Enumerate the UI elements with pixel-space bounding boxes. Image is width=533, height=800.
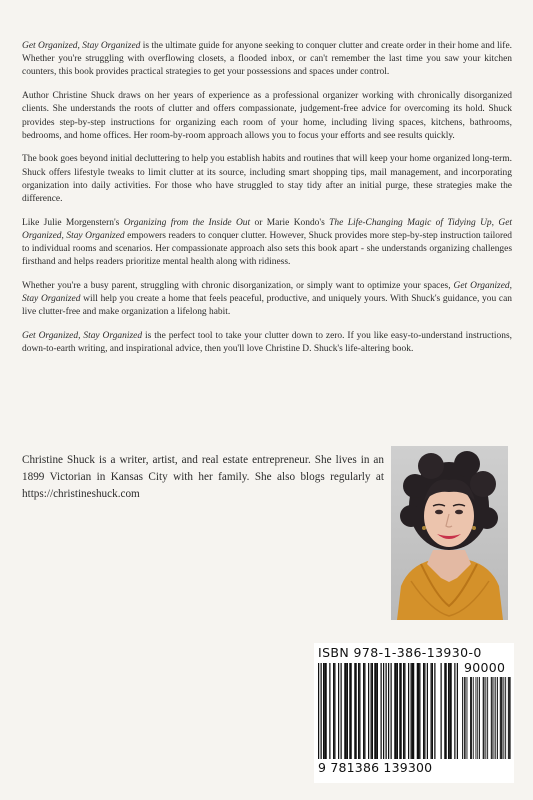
barcode-bar — [413, 663, 414, 759]
blurb-paragraph-3: The book goes beyond initial decluttering to help you establish habits and routines that will keep your home organized long-term. Shuck offers lifestyle tweaks to limit clutter at its source, including smart shopping tips, mail management, and incorporating organization into daily activities. For those who have struggled to stay tidy after an initial purge, these strategies make the difference. — [22, 154, 512, 205]
author-portrait-image — [391, 446, 508, 620]
barcode-bar — [374, 663, 375, 759]
barcode-bar — [485, 677, 486, 759]
barcode-bar — [318, 663, 319, 759]
book-title-italic: Get Organized, Stay Organized — [22, 41, 141, 51]
barcode-bar — [411, 663, 412, 759]
barcode-bar — [483, 677, 484, 759]
barcode-bar — [467, 677, 468, 759]
barcode-bar — [491, 677, 492, 759]
barcode-bar — [347, 663, 348, 759]
blurb-paragraph-6 — [22, 330, 512, 356]
blurb-paragraph-5 — [22, 280, 512, 320]
barcode-bar — [431, 663, 432, 759]
barcode-bar — [434, 663, 435, 759]
barcode-bar — [449, 663, 450, 759]
barcode-bar — [344, 663, 345, 759]
blurb-text: or Marie Kondo's — [250, 217, 330, 228]
barcode-bar — [492, 677, 493, 759]
barcode-bar — [397, 663, 398, 759]
book-title-italic: The Life-Changing Magic of Tidying Up — [329, 217, 492, 228]
blurb-paragraph-2: Author Christine Shuck draws on her years of experience as a professional organizer working with chronically disorganized clients. She understands the roots of clutter and offers compassionate, judgement-free advice for overcoming its hold. Shuck provides step-by-step instructions for organizing each room of your home, including living spaces, kitchens, bathrooms, bedrooms, and home offices. Her room-by-room approach allows you to focus your efforts and see results quickly. — [22, 91, 512, 141]
barcode-bar — [383, 663, 384, 759]
barcode-bar — [333, 663, 334, 759]
barcode-bar — [427, 663, 428, 759]
barcode-bar — [326, 663, 327, 759]
barcode-bar — [372, 663, 373, 759]
barcode-bar — [324, 663, 325, 759]
book-title-italic: Get Organized, Stay Organized — [22, 281, 512, 305]
barcode-bar — [391, 663, 392, 759]
barcode-bar — [321, 663, 322, 759]
barcode-bar — [388, 663, 389, 759]
barcode-bar — [356, 663, 357, 759]
barcode-bar — [448, 663, 449, 759]
barcode-bar — [377, 663, 378, 759]
barcode-bar — [346, 663, 347, 759]
barcode-bar — [464, 677, 465, 759]
barcode-bar — [323, 663, 324, 759]
barcode-bar — [351, 663, 352, 759]
price-code-label: 90000 — [464, 660, 506, 675]
barcode-bar — [404, 663, 405, 759]
barcode-bar — [368, 663, 369, 759]
barcode-bar — [423, 663, 424, 759]
barcode-bar — [418, 663, 419, 759]
author-bio: Christine Shuck is a writer, artist, and real estate entrepreneur. She lives in an 1899 Victorian in Kansas City with her family. She also blogs regularly at https://christineshuck.com — [22, 454, 384, 501]
barcode-bar — [401, 663, 402, 759]
barcode-bar — [394, 663, 395, 759]
author-photo — [391, 446, 508, 620]
barcode-bar — [363, 663, 364, 759]
barcode-bar — [502, 677, 503, 759]
barcode-bar — [408, 663, 409, 759]
barcode-bar — [462, 677, 463, 759]
barcode-bar — [505, 677, 506, 759]
barcode-bar — [500, 677, 501, 759]
blurb-text: is the perfect tool to take your clutter down to zero. If you like easy-to-understand instructions, down-to-earth writing, and inspirational advice, then you'll love Christine D. Shuck's life-altering book. — [22, 331, 512, 355]
barcode-bar — [465, 677, 466, 759]
barcode-bar — [446, 663, 447, 759]
barcode-bar — [381, 663, 382, 759]
barcode-bar — [487, 677, 488, 759]
isbn-barcode — [314, 643, 514, 783]
barcode-bar — [396, 663, 397, 759]
book-title-italic: Get Organized, Stay Organized — [22, 331, 143, 342]
barcode-bar — [359, 663, 360, 759]
blurb-text: is the ultimate guide for anyone seeking to conquer clutter and create order in their home and life. Whether you're struggling with overflowing closets, a flooded inbox, or can't remember the last time you saw your kitchen counters, this book provides practical strategies to get your possessions and spaces under control. — [22, 41, 512, 78]
barcode-bar — [495, 677, 496, 759]
barcode-bar — [338, 663, 339, 759]
blurb-text: Whether you're a busy parent, struggling with chronic disorganization, or simply want to optimize your spaces, — [22, 281, 454, 292]
barcode-bar — [479, 677, 480, 759]
barcode-bar — [419, 663, 420, 759]
blurb-text: Like Julie Morgenstern's — [22, 217, 124, 228]
blurb-text: , — [491, 217, 499, 228]
book-title-italic: Organizing from the Inside Out — [123, 217, 251, 228]
isbn-digits: 9 781386 139300 — [318, 760, 433, 775]
barcode-bar — [484, 677, 485, 759]
barcode-bar — [508, 677, 509, 759]
barcode-bar — [454, 663, 455, 759]
barcode-bar — [399, 663, 400, 759]
barcode-bar — [334, 663, 335, 759]
book-title-italic: Get Organized, Stay Organized — [22, 217, 513, 241]
barcode-bar — [349, 663, 350, 759]
barcode-bar — [432, 663, 433, 759]
barcode-bar — [444, 663, 445, 759]
barcode-bar — [501, 677, 502, 759]
blurb-paragraph-1 — [22, 40, 512, 80]
blurb-paragraph-4 — [22, 217, 512, 270]
barcode-bar — [473, 677, 474, 759]
barcode-bar — [358, 663, 359, 759]
barcode-bar — [329, 663, 330, 759]
barcode-bar — [497, 677, 498, 759]
barcode-bar — [494, 677, 495, 759]
barcode-bar — [470, 677, 471, 759]
barcode-bar — [354, 663, 355, 759]
back-cover-blurb — [22, 40, 512, 367]
blurb-text: empowers readers to conquer clutter. However, Shuck provides more step-by-step instruction tailored to individual rooms and scenarios. Her compassionate approach also sets this book apart - she understands organizing challenges firsthand and helps readers prioritize mental health along with ridiness. — [22, 230, 512, 268]
barcode-bar — [424, 663, 425, 759]
barcode-bar — [386, 663, 387, 759]
barcode-bar — [341, 663, 342, 759]
barcode-bar — [509, 677, 510, 759]
isbn-label: ISBN 978-1-386-13930-0 — [318, 645, 482, 660]
barcode-bar — [403, 663, 404, 759]
barcode-bar — [471, 677, 472, 759]
barcode-bar — [510, 677, 511, 759]
barcode-bar — [476, 677, 477, 759]
barcode-bar — [376, 663, 377, 759]
barcode-bar — [503, 677, 504, 759]
barcode-bar — [477, 677, 478, 759]
barcode-bar — [417, 663, 418, 759]
blurb-text: will help you create a home that feels peaceful, productive, and uniquely yours. With Shuck's guidance, you can live clutter-free and make organization a lifelong habit. — [22, 294, 512, 318]
barcode-bar — [457, 663, 458, 759]
barcode-bar — [451, 663, 452, 759]
barcode-bar — [412, 663, 413, 759]
barcode-bar — [371, 663, 372, 759]
barcode-bar — [441, 663, 442, 759]
barcode-bar — [364, 663, 365, 759]
